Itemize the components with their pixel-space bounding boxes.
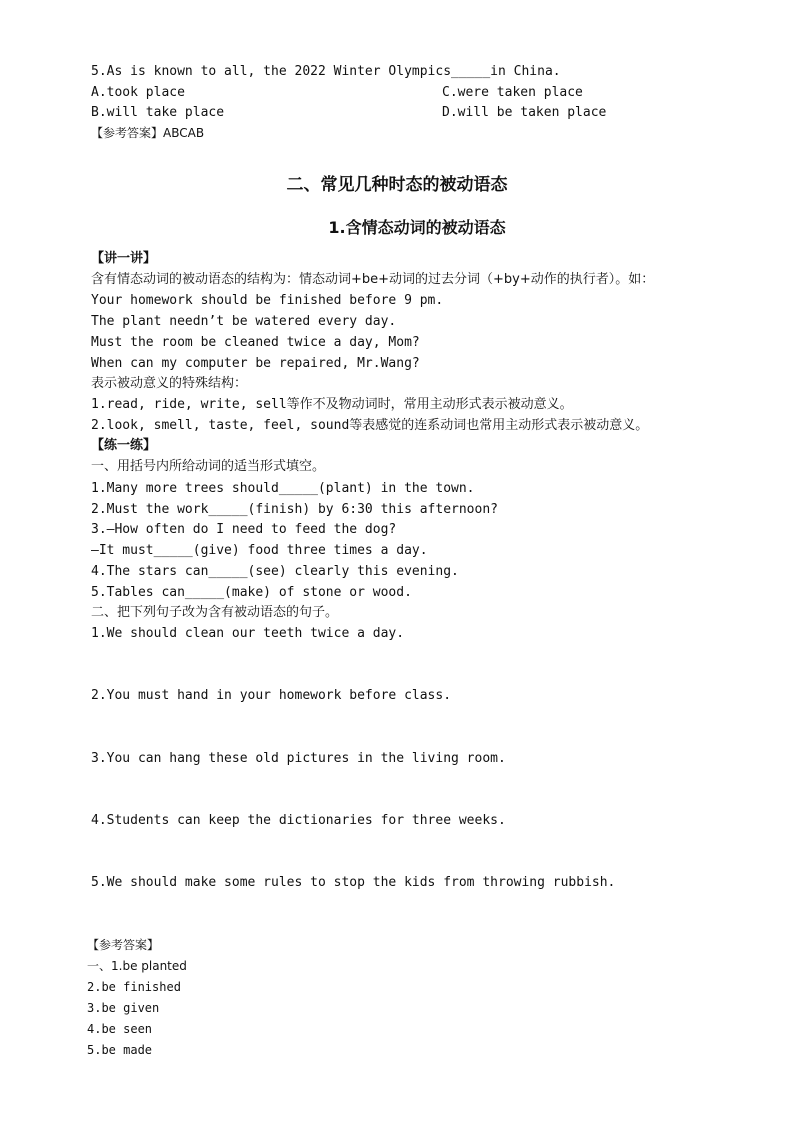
example-4: When can my computer be repaired, Mr.Wang?: [91, 356, 420, 371]
part2-item-5: 5.We should make some rules to stop the kids from throwing rubbish.: [91, 875, 616, 890]
answer-2: 2.be finished: [87, 980, 181, 994]
answer-5: 5.be made: [87, 1043, 153, 1057]
special-1-cn: 等作不及物动词时，常用主动形式表示被动意义。: [286, 397, 573, 412]
part1-item-4: 4.The stars can_____(see) clearly this evening.: [91, 564, 459, 579]
question-5-stem: 5.As is known to all, the 2022 Winter Olympics_____in China.: [91, 64, 561, 79]
option-a: A.took place: [91, 85, 185, 100]
special-header: 表示被动意义的特殊结构：: [91, 376, 248, 391]
option-d: D.will be taken place: [442, 105, 607, 120]
part2-item-2: 2.You must hand in your homework before class.: [91, 688, 452, 703]
answer-4: 4.be seen: [87, 1022, 153, 1036]
answer-3: 3.be given: [87, 1001, 160, 1015]
answer-1: 一、1.be planted: [87, 959, 187, 973]
option-b: B.will take place: [91, 105, 225, 120]
special-2-cn: 等表感觉的连系动词也常用主动形式表示被动意义。: [349, 418, 649, 433]
option-c: C.were taken place: [442, 85, 583, 100]
explain-intro: 含有情态动词的被动语态的结构为：情态动词+be+动词的过去分词（+by+动作的执行者）。如：: [91, 272, 655, 287]
special-2-en: 2.look, smell, taste, feel, sound: [91, 418, 350, 433]
example-3: Must the room be cleaned twice a day, Mom?: [91, 335, 420, 350]
part1-item-3: 3.—How often do I need to feed the dog?: [91, 522, 397, 537]
subsection-title: 1.含情态动词的被动语态: [328, 218, 506, 237]
part2-title: 二、把下列句子改为含有被动语态的句子。: [91, 605, 339, 620]
section-title: 二、常见几种时态的被动语态: [286, 175, 508, 195]
reference-answer: 【参考答案】ABCAB: [91, 126, 205, 140]
part1-item-2: 2.Must the work_____(finish) by 6:30 this afternoon?: [91, 502, 498, 517]
part2-item-3: 3.You can hang these old pictures in the living room.: [91, 751, 506, 766]
practice-header: 【练一练】: [91, 438, 157, 453]
example-2: The plant needn’t be watered every day.: [91, 314, 397, 329]
answers-header: 【参考答案】: [87, 938, 160, 952]
part2-item-4: 4.Students can keep the dictionaries for three weeks.: [91, 813, 506, 828]
part1-item-3b: —It must_____(give) food three times a day.: [91, 543, 428, 558]
part2-item-1: 1.We should clean our teeth twice a day.: [91, 626, 405, 641]
example-1: Your homework should be finished before 9 pm.: [91, 293, 444, 308]
special-1-en: 1.read, ride, write, sell: [91, 397, 287, 412]
part1-title: 一、用括号内所给动词的适当形式填空。: [91, 459, 326, 474]
part1-item-1: 1.Many more trees should_____(plant) in the town.: [91, 481, 475, 496]
part1-item-5: 5.Tables can_____(make) of stone or wood.: [91, 585, 412, 600]
explain-header: 【讲一讲】: [91, 251, 157, 266]
special-1: [91, 395, 573, 415]
special-2: [91, 416, 648, 436]
